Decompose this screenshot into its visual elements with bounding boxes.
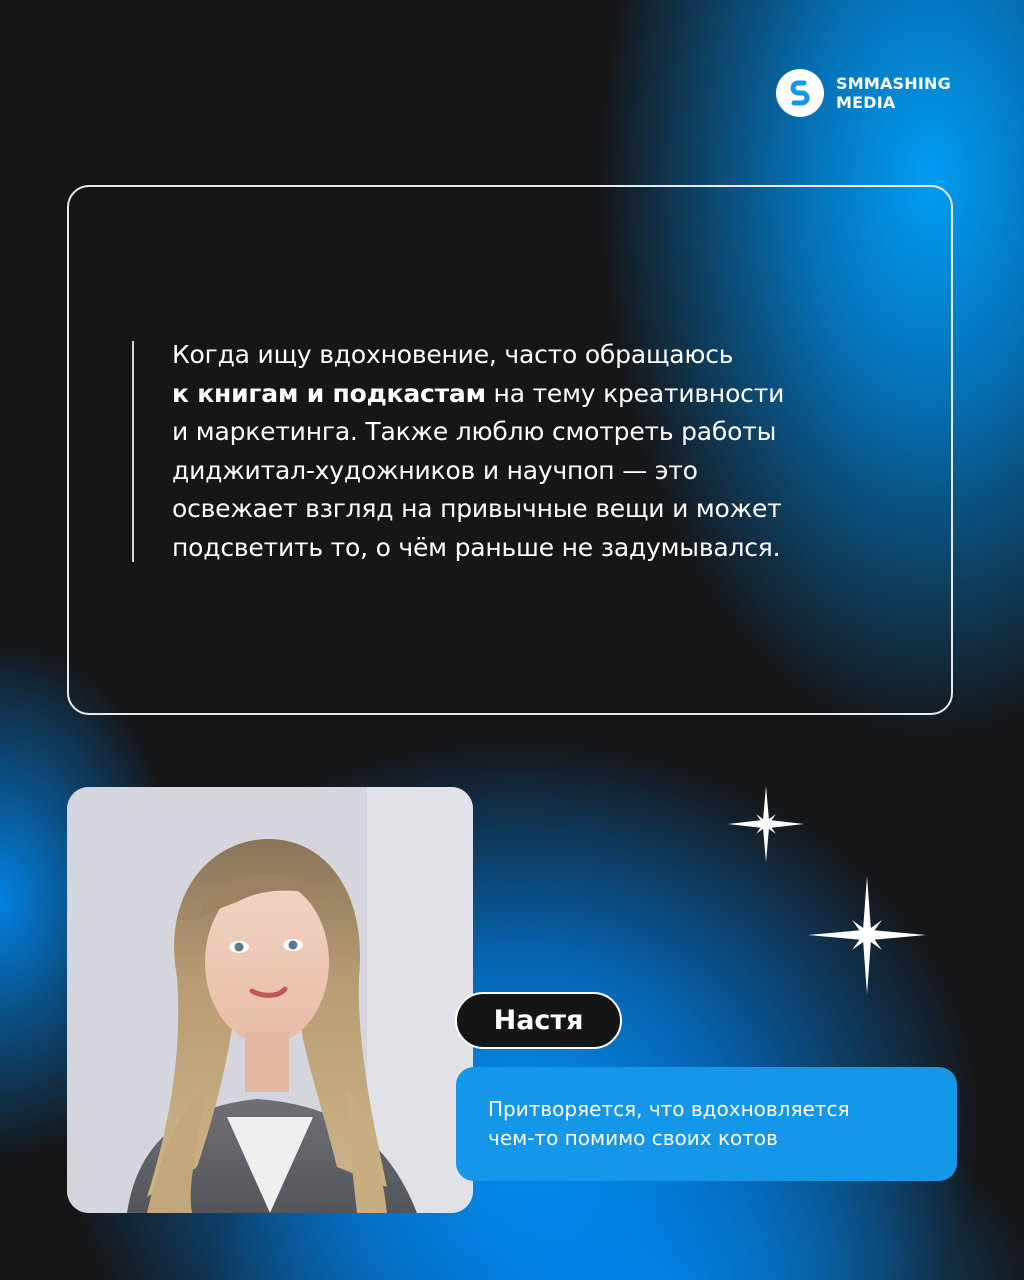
quote-line-text: освежает взгляд на привычные вещи и может	[172, 494, 782, 523]
quote-line-text: диджитал-художников и научпоп — это	[172, 455, 698, 485]
brand-logo	[776, 69, 951, 117]
quote-line-text: на тему креативности	[485, 378, 785, 408]
smmashing-media-logo-icon	[776, 69, 824, 117]
sparkle-small-icon	[728, 786, 804, 862]
person-description-line2: чем-то помимо своих котов	[488, 1126, 778, 1150]
quote-line	[172, 529, 932, 568]
quote-line-bold: к книгам и подкастам	[172, 378, 486, 408]
quote-line	[172, 413, 932, 452]
quote-line-text: Когда ищу вдохновение, часто обращаюсь	[172, 340, 734, 369]
quote-accent-bar	[132, 341, 134, 562]
quote-text	[172, 336, 932, 567]
quote-line	[172, 336, 932, 375]
quote-line-text: и маркетинга. Также люблю смотреть работы	[172, 417, 777, 446]
person-description	[456, 1067, 957, 1181]
brand-name-line2: MEDIA	[836, 93, 896, 112]
brand-name-line1: SMMASHING	[836, 74, 951, 93]
person-description-line1: Притворяется, что вдохновляется	[488, 1097, 850, 1121]
brand-name	[836, 74, 951, 112]
person-photo	[67, 787, 473, 1213]
person-name-badge: Настя	[455, 992, 622, 1049]
quote-line	[172, 375, 932, 414]
quote-line	[172, 452, 932, 491]
sparkle-large-icon	[808, 876, 926, 994]
quote-line	[172, 490, 932, 529]
quote-line-text: подсветить то, о чём раньше не задумывался.	[172, 532, 781, 562]
